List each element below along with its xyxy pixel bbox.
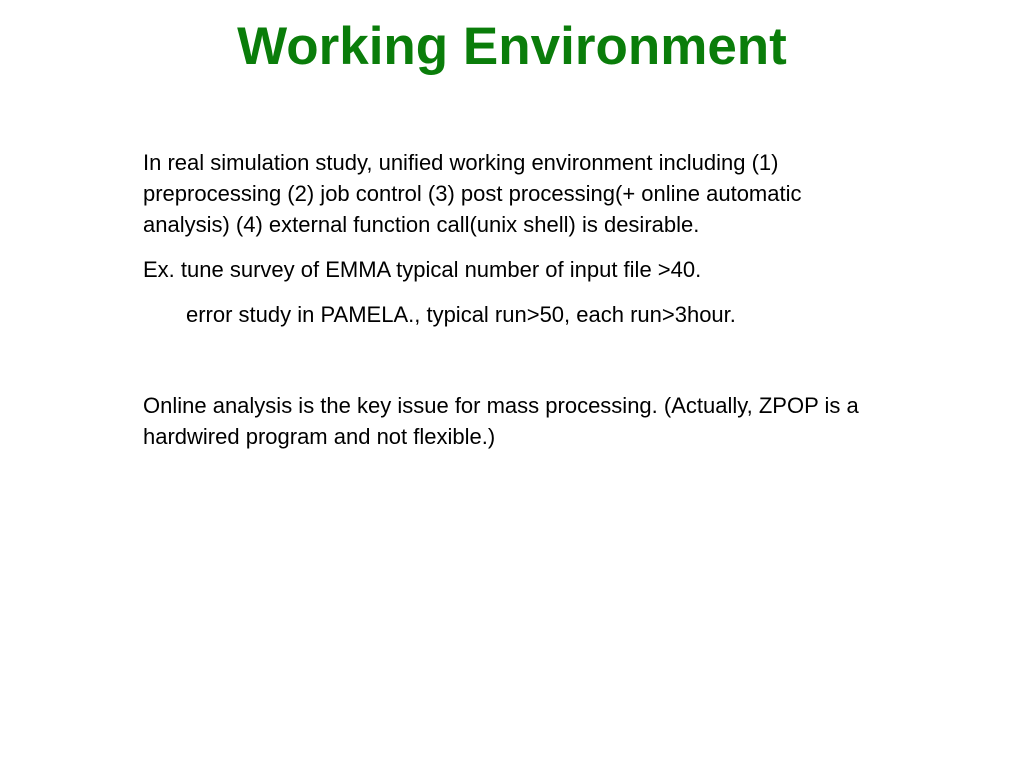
paragraph-online-analysis: Online analysis is the key issue for mass processing. (Actually, ZPOP is a hardwired program and not flexible.) [143, 393, 859, 449]
slide-title: Working Environment [237, 17, 787, 76]
paragraph-emma-example: Ex. tune survey of EMMA typical number of input file >40. [143, 257, 702, 282]
paragraph-pamela-example: error study in PAMELA., typical run>50, each run>3hour. [186, 302, 736, 327]
paragraph-working-environment: In real simulation study, unified working environment including (1) preprocessing (2) job control (3) post processing(+ online automatic analysis) (4) external function call(unix shell) is desirable. [143, 150, 802, 237]
slide-body [143, 147, 873, 452]
